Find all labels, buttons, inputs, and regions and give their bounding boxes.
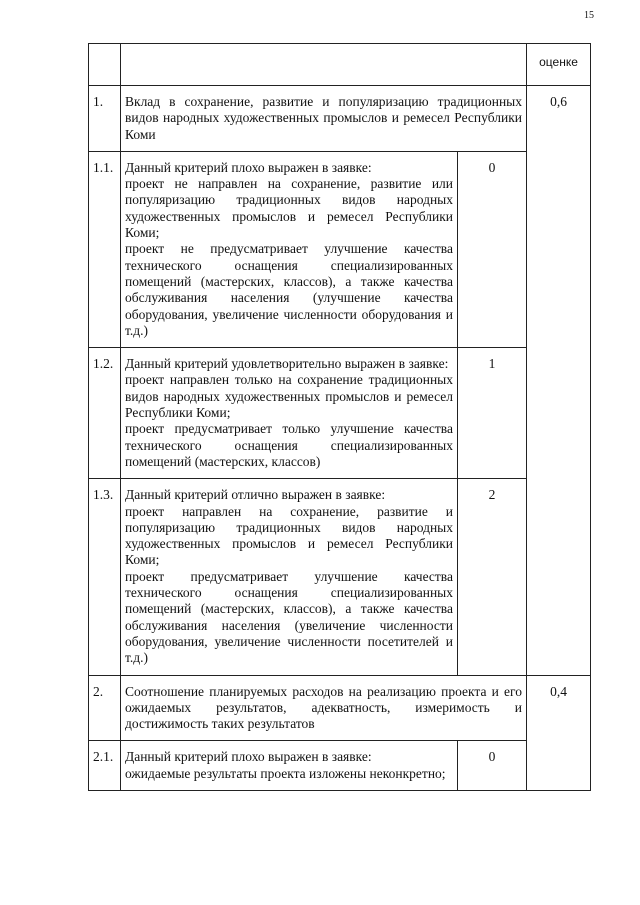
description-line: ожидаемые результаты проекта изложены неконкретно; (125, 765, 446, 781)
description-line: Данный критерий отлично выражен в заявке: (125, 487, 386, 503)
score-value: 0 (458, 151, 527, 347)
row-number: 1. (89, 86, 121, 152)
table-row (89, 86, 591, 152)
header-cell-num (89, 44, 121, 86)
score-value: 1 (458, 348, 527, 479)
description-line: Данный критерий плохо выражен в заявке: (125, 749, 372, 765)
criterion-description (121, 479, 458, 675)
description-line: проект направлен на сохранение, развитие и популяризацию традиционных видов народных художественных промыслов и ремесел Республики Коми; (125, 503, 453, 568)
description-line: Данный критерий плохо выражен в заявке: (125, 159, 372, 175)
description-line: проект предусматривает улучшение качества технического оснащения специализированных помещений (мастерских, классов), а также качества обслуживания населения (увеличение численности оборудования, увеличение численности посетителей и т.д.) (125, 568, 453, 666)
table-row (89, 675, 591, 741)
criterion-description (121, 151, 458, 347)
table-row (89, 151, 591, 347)
row-number: 2. (89, 675, 121, 741)
criterion-description (121, 741, 458, 791)
row-number: 1.2. (89, 348, 121, 479)
table-row (89, 741, 591, 791)
row-number: 1.3. (89, 479, 121, 675)
criterion-weight: 0,6 (527, 86, 591, 676)
description-line: проект не направлен на сохранение, развитие или популяризацию традиционных видов народных художественных промыслов и ремесел Республики Коми; (125, 176, 453, 241)
criterion-text: Соотношение планируемых расходов на реализацию проекта и его ожидаемых результатов, адекватность, измеримость и достижимость таких результатов (121, 675, 527, 741)
description-line: проект предусматривает только улучшение качества технического оснащения специализированных помещений (мастерских, классов) (125, 421, 453, 469)
row-number: 2.1. (89, 741, 121, 791)
criterion-weight: 0,4 (527, 675, 591, 790)
table-row (89, 348, 591, 479)
criterion-description (121, 348, 458, 479)
description-line: проект направлен только на сохранение традиционных видов народных художественных промыслов и ремесел Республики Коми; (125, 372, 453, 421)
description-line: проект не предусматривает улучшение качества технического оснащения специализированных помещений (мастерских, классов), а также качества обслуживания населения (улучшение качества оборудования, увеличение численности оборудования и т.д.) (125, 241, 453, 338)
row-number: 1.1. (89, 151, 121, 347)
criterion-text: Вклад в сохранение, развитие и популяризацию традиционных видов народных художественных промыслов и ремесел Республики Коми (121, 86, 527, 152)
table-row (89, 479, 591, 675)
page-number: 15 (584, 10, 594, 21)
header-cell-text (121, 44, 527, 86)
description-line: Данный критерий удовлетворительно выражен в заявке: (125, 356, 449, 372)
table-header-row (89, 44, 591, 86)
header-cell-weight: оценке (527, 44, 591, 86)
criteria-table (88, 43, 591, 791)
score-value: 0 (458, 741, 527, 791)
score-value: 2 (458, 479, 527, 675)
